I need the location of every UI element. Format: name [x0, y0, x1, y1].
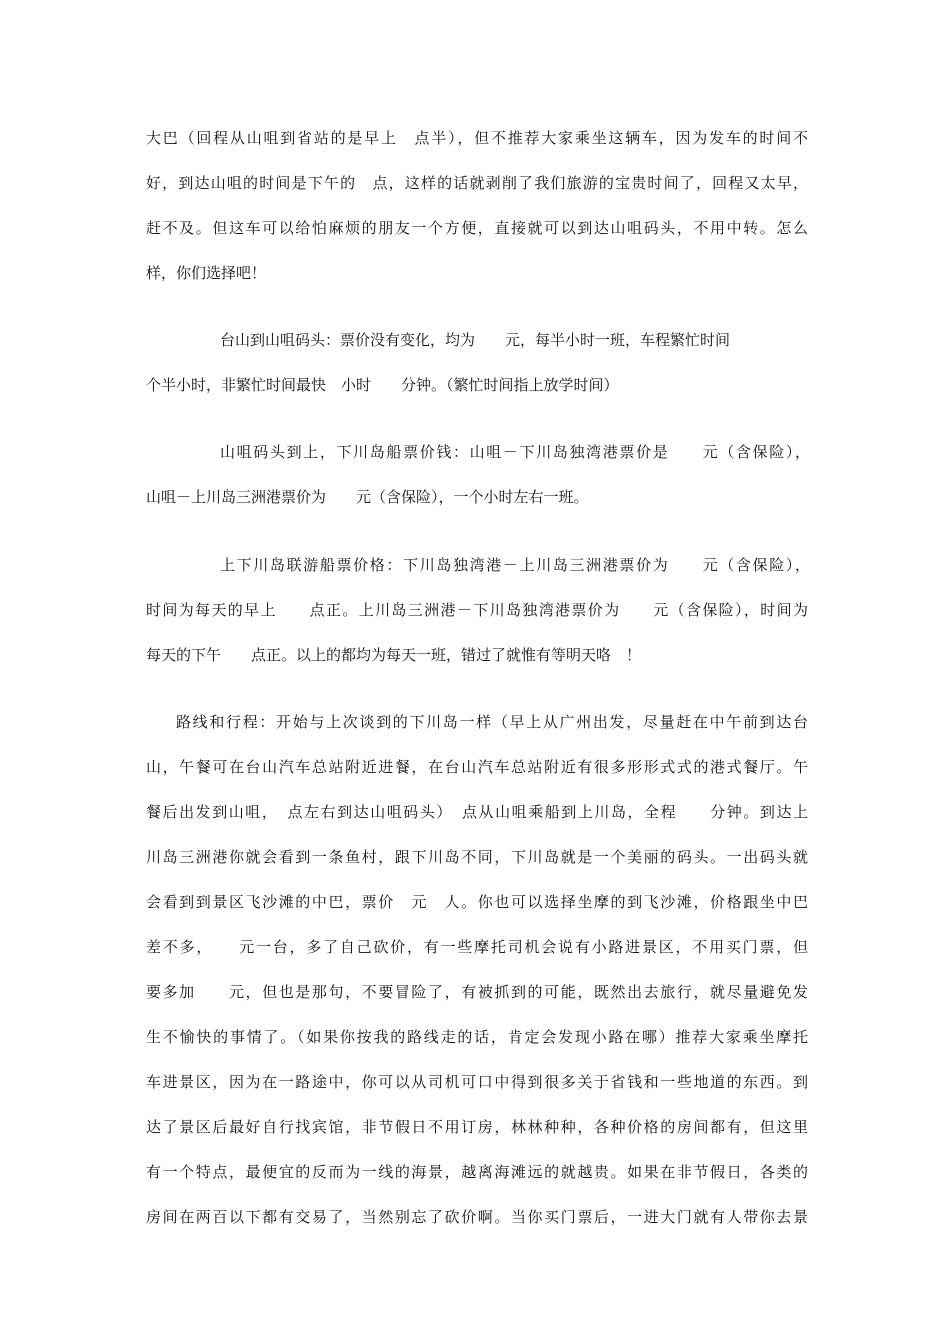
text-line: 达了景区后最好自行找宾馆，非节假日不用订房，林林种种，各种价格的房间都有，但这里 — [146, 1118, 808, 1136]
text-line: 上下川岛联游船票价格：下川岛独湾港－上川岛三洲港票价为 元（含保险）， — [220, 556, 810, 574]
text-line: 台山到山咀码头：票价没有变化，均为 元，每半小时一班，车程繁忙时间 — [220, 331, 731, 349]
text-line: 山咀－上川岛三洲港票价为 元（含保险），一个小时左右一班。 — [146, 488, 589, 506]
text-line: 川岛三洲港你就会看到一条鱼村，跟下川岛不同，下川岛就是一个美丽的码头。一出码头就 — [146, 848, 808, 866]
text-line: 山咀码头到上，下川岛船票价钱：山咀－下川岛独湾港票价是 元（含保险）， — [220, 443, 810, 461]
text-line: 车进景区，因为在一路途中，你可以从司机可口中得到很多关于省钱和一些地道的东西。到 — [146, 1073, 808, 1091]
text-line: 赶不及。但这车可以给怕麻烦的朋友一个方便，直接就可以到达山咀码头，不用中转。怎么 — [146, 219, 808, 237]
text-line: 每天的下午 点正。以上的都均为每天一班，错过了就惟有等明天咯 ！ — [146, 646, 642, 664]
text-line: 差不多， 元一台，多了自己砍价，有一些摩托司机会说有小路进景区，不用买门票，但 — [146, 938, 808, 956]
text-line: 生不愉快的事情了。（如果你按我的路线走的话，肯定会发现小路在哪）推荐大家乘坐摩托 — [146, 1028, 808, 1046]
text-line: 路线和行程：开始与上次谈到的下川岛一样（早上从广州出发，尽量赶在中午前到达台 — [176, 713, 808, 731]
text-line: 时间为每天的早上 点正。上川岛三洲港－下川岛独湾港票价为 元（含保险），时间为 — [146, 601, 808, 619]
text-line: 样，你们选择吧！ — [146, 264, 267, 282]
text-line: 要多加 元，但也是那句，不要冒险了，有被抓到的可能，既然出去旅行，就尽量避免发 — [146, 983, 808, 1001]
text-line: 好，到达山咀的时间是下午的 点，这样的话就剥削了我们旅游的宝贵时间了，回程又太早， — [146, 174, 808, 192]
text-line: 会看到到景区飞沙滩的中巴，票价 元 人。你也可以选择坐摩的到飞沙滩，价格跟坐中巴 — [146, 893, 808, 911]
text-line: 房间在两百以下都有交易了，当然别忘了砍价啊。当你买门票后，一进大门就有人带你去景 — [146, 1208, 808, 1226]
text-line: 个半小时，非繁忙时间最快 小时 分钟。（繁忙时间指上放学时间） — [146, 376, 619, 394]
text-line: 有一个特点，最便宜的反而为一线的海景，越离海滩远的就越贵。如果在非节假日，各类的 — [146, 1163, 808, 1181]
text-line: 餐后出发到山咀， 点左右到达山咀码头） 点从山咀乘船到上川岛，全程 分钟。到达上 — [146, 803, 808, 821]
text-line: 大巴（回程从山咀到省站的是早上 点半），但不推荐大家乘坐这辆车，因为发车的时间不 — [146, 129, 808, 147]
text-line: 山，午餐可在台山汽车总站附近进餐，在台山汽车总站附近有很多形形式式的港式餐厅。午 — [146, 758, 808, 776]
